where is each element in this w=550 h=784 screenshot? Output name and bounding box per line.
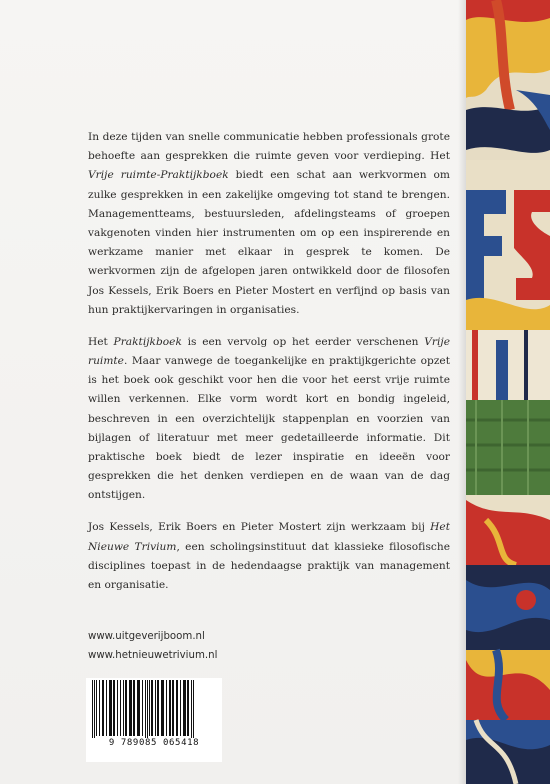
barcode-bar — [147, 680, 148, 740]
barcode-bar — [161, 680, 164, 736]
barcode-bar — [120, 680, 121, 736]
barcode-bar — [117, 680, 118, 736]
barcode-bar — [157, 680, 159, 736]
barcode-bar — [176, 680, 178, 736]
text-run: . Maar vanwege de toegankelijke en praktijkgerichte opzet is het boek ook geschikt voor hen die voor het eerst vrije ruimte willen verkennen. Elke vorm wordt kort en bondig ingeleid, beschreven in een overzichtelijk stappenplan en voorzien van bijlagen of literatuur met meer gedetailleerde informatie. Dit praktische boek biedt de lezer inspiratie en ideeën voor gesprekken die het denken verdiepen en de waan van de dag ontstijgen. — [88, 355, 450, 502]
text-run: , een scholingsinstituut dat klassieke filosofische disciplines toepast in de hedendaagse praktijk van management en organisatie. — [88, 540, 450, 592]
barcode-bar — [187, 680, 189, 736]
barcode-bar — [123, 680, 124, 736]
barcode-bar — [92, 680, 93, 740]
text-run: biedt een schat aan werkvormen om zulke gesprekken in een zakelijke omgeving tot stand te brengen. Managementteams, bestuursleden, afdelingsteams of groepen vakgenoten vinden hier instrumenten om op een inspirerende en werkzame manier met elkaar in gesprek te komen. De werkvormen zijn de afgelopen jaren ontwikkeld door de filosofen Jos Kessels, Erik Boers en Pieter Mostert en verfijnd op basis van hun praktijkervaringen in organisaties. — [88, 169, 450, 316]
barcode-bar — [125, 680, 127, 736]
text-run: Het — [88, 335, 114, 348]
barcode-bar — [102, 680, 104, 736]
barcode-bar — [137, 680, 140, 736]
text-run: Jos Kessels, Erik Boers en Pieter Mostert zijn werkzaam bij — [88, 521, 431, 534]
barcode-bar — [109, 680, 112, 736]
barcode-bar — [129, 680, 132, 736]
isbn-digits: 9 789085 065418 — [86, 738, 222, 748]
barcode-bar — [151, 680, 153, 736]
blurb-paragraph-2 — [88, 333, 450, 506]
text-run: is een vervolg op het eerder verschenen — [181, 335, 425, 348]
barcode-bar — [142, 680, 143, 736]
book-title-italic: Vrije ruimte — [88, 169, 157, 182]
barcode-bar — [99, 680, 100, 736]
barcode-bar — [191, 680, 192, 740]
barcode-bar — [172, 680, 174, 736]
barcode-bar — [113, 680, 115, 736]
abstract-painting-image — [466, 0, 550, 784]
book-subtitle-italic: Praktijkboek — [160, 169, 229, 182]
barcode-bar — [94, 680, 95, 740]
cover-art-strip — [466, 0, 550, 784]
barcode-bar — [145, 680, 146, 740]
barcode-bar — [133, 680, 135, 736]
website-links — [88, 627, 388, 665]
blurb-text — [88, 128, 450, 608]
barcode-bar — [106, 680, 107, 736]
barcode-bar — [180, 680, 181, 736]
barcode-bar — [149, 680, 150, 736]
book-title-italic: Praktijkboek — [113, 335, 182, 348]
barcode-bar — [183, 680, 186, 736]
edge-shadow — [458, 0, 466, 784]
book-title-italic: Vrije ruimte — [88, 335, 451, 368]
barcode-bars — [86, 678, 222, 740]
blurb-paragraph-1 — [88, 128, 450, 320]
barcode-bar — [155, 680, 156, 736]
barcode-bar — [169, 680, 171, 736]
isbn-barcode — [86, 678, 222, 762]
barcode-bar — [166, 680, 167, 736]
text-run: - — [156, 169, 161, 182]
publisher-url[interactable]: www.uitgeverijboom.nl — [88, 631, 205, 642]
barcode-bar — [193, 680, 194, 740]
institute-url[interactable]: www.hetnieuwetrivium.nl — [88, 650, 218, 661]
barcode-bar — [96, 680, 97, 736]
text-run: In deze tijden van snelle communicatie hebben professionals grote behoefte aan gesprekken die ruimte geven voor verdieping. Het — [88, 131, 450, 163]
blurb-paragraph-3 — [88, 518, 450, 595]
institute-name-italic: Het Nieuwe Trivium — [88, 521, 450, 553]
